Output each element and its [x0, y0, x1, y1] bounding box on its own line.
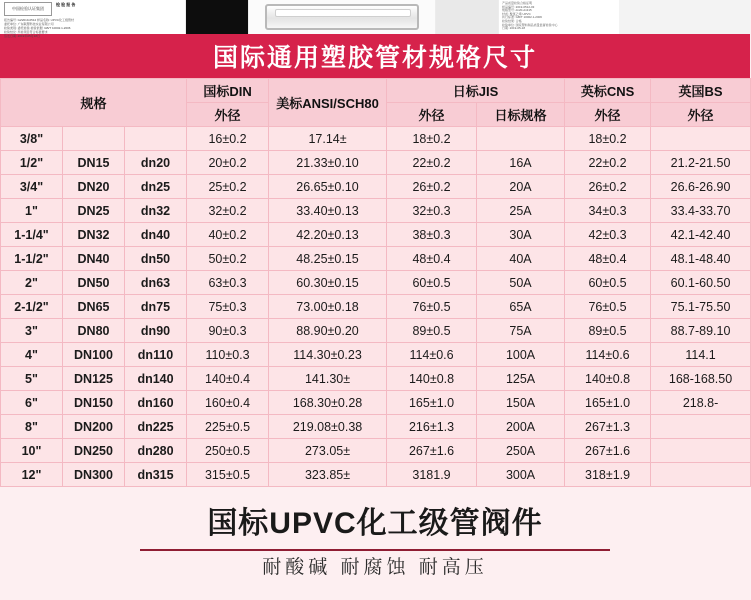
cell-din-dn2 — [125, 127, 187, 151]
cell-din-dn2: dn20 — [125, 151, 187, 175]
cell-din-dn2: dn140 — [125, 367, 187, 391]
cell-spec: 10" — [1, 439, 63, 463]
cell-din-dn: DN15 — [63, 151, 125, 175]
cell-cns-od: 89±0.5 — [565, 319, 651, 343]
cell-jis-spec: 20A — [477, 175, 565, 199]
cell-ansi-od: 48.25±0.15 — [269, 247, 387, 271]
cell-jis-od: 76±0.5 — [387, 295, 477, 319]
cell-din-dn2: dn75 — [125, 295, 187, 319]
product-thumbnail-dark — [186, 0, 249, 34]
cell-bs-od: 21.2-21.50 — [651, 151, 751, 175]
cell-din-od: 160±0.4 — [187, 391, 269, 415]
cell-bs-od: 88.7-89.10 — [651, 319, 751, 343]
cell-bs-od: 26.6-26.90 — [651, 175, 751, 199]
header-cns-od: 外径 — [565, 103, 651, 127]
table-row — [1, 223, 751, 247]
cell-din-dn: DN40 — [63, 247, 125, 271]
certificate2-line: 规格型号: dn20-dn315 — [502, 8, 532, 13]
cell-jis-od: 3181.9 — [387, 463, 477, 487]
product-thumbnail-gray — [436, 0, 499, 34]
cell-din-od: 140±0.4 — [187, 367, 269, 391]
product-image-strip — [0, 0, 750, 38]
table-row — [1, 439, 751, 463]
cell-din-od: 315±0.5 — [187, 463, 269, 487]
cell-spec: 1" — [1, 199, 63, 223]
cell-bs-od: 48.1-48.40 — [651, 247, 751, 271]
cell-jis-od: 38±0.3 — [387, 223, 477, 247]
spec-table-head — [1, 79, 751, 127]
table-header-row-1 — [1, 79, 751, 103]
cell-bs-od — [651, 463, 751, 487]
cell-din-dn2: dn280 — [125, 439, 187, 463]
cell-ansi-od: 60.30±0.15 — [269, 271, 387, 295]
header-ansi: 美标ANSI/SCH80 — [269, 79, 387, 127]
cell-bs-od — [651, 439, 751, 463]
cell-din-dn2: dn110 — [125, 343, 187, 367]
certificate2-line: 检验结果: 合格 — [502, 18, 522, 23]
cell-spec: 2-1/2" — [1, 295, 63, 319]
header-jis-spec: 日标规格 — [477, 103, 565, 127]
certificate-title: 检 验 报 告 — [56, 2, 76, 7]
cell-ansi-od: 114.30±0.23 — [269, 343, 387, 367]
cell-jis-od: 18±0.2 — [387, 127, 477, 151]
cell-din-dn: DN200 — [63, 415, 125, 439]
cell-din-dn: DN20 — [63, 175, 125, 199]
cell-ansi-od: 33.40±0.13 — [269, 199, 387, 223]
cell-din-dn: DN125 — [63, 367, 125, 391]
cell-din-od: 110±0.3 — [187, 343, 269, 367]
header-din: 国标DIN — [187, 79, 269, 103]
cell-spec: 3" — [1, 319, 63, 343]
footer-block — [0, 487, 750, 581]
certificate-line: 报告编号: GZ2019-0512 样品名称: UPVC化工级管材 — [4, 18, 75, 22]
cell-din-od: 40±0.2 — [187, 223, 269, 247]
spec-table — [0, 78, 751, 487]
certificate-thumbnail-2 — [499, 0, 619, 34]
cell-cns-od: 140±0.8 — [565, 367, 651, 391]
cell-bs-od: 114.1 — [651, 343, 751, 367]
spec-table-wrapper — [0, 78, 750, 487]
table-row — [1, 151, 751, 175]
cell-jis-od: 165±1.0 — [387, 391, 477, 415]
cell-din-dn2: dn32 — [125, 199, 187, 223]
cell-spec: 6" — [1, 391, 63, 415]
cell-spec: 1-1/4" — [1, 223, 63, 247]
cell-din-dn2: dn25 — [125, 175, 187, 199]
table-row — [1, 127, 751, 151]
cell-din-od: 90±0.3 — [187, 319, 269, 343]
header-bs-od: 外径 — [651, 103, 751, 127]
cell-jis-spec — [477, 127, 565, 151]
product-thumbnail-pipe — [249, 0, 436, 34]
cell-cns-od: 165±1.0 — [565, 391, 651, 415]
cell-jis-spec: 200A — [477, 415, 565, 439]
table-row — [1, 319, 751, 343]
cell-ansi-od: 168.30±0.28 — [269, 391, 387, 415]
cell-jis-spec: 125A — [477, 367, 565, 391]
cell-cns-od: 267±1.3 — [565, 415, 651, 439]
cell-jis-od: 26±0.2 — [387, 175, 477, 199]
cell-spec: 12" — [1, 463, 63, 487]
cell-ansi-od: 21.33±0.10 — [269, 151, 387, 175]
cell-din-dn2: dn50 — [125, 247, 187, 271]
cell-din-dn — [63, 127, 125, 151]
cell-jis-spec: 30A — [477, 223, 565, 247]
certificate-logo: 中国检验认证集团 — [4, 2, 52, 16]
cell-cns-od: 318±1.9 — [565, 463, 651, 487]
cell-din-dn: DN25 — [63, 199, 125, 223]
table-row — [1, 247, 751, 271]
cell-jis-spec: 75A — [477, 319, 565, 343]
cell-cns-od: 18±0.2 — [565, 127, 651, 151]
certificate2-line: 产品质量检验合格证明 — [502, 1, 533, 5]
table-row — [1, 463, 751, 487]
cell-jis-od: 48±0.4 — [387, 247, 477, 271]
header-jis-od: 外径 — [387, 103, 477, 127]
certificate2-line: 执行标准: GB/T 10002.1-2006 — [502, 15, 542, 20]
banner — [0, 34, 750, 78]
cell-bs-od: 218.8- — [651, 391, 751, 415]
cell-spec: 1/2" — [1, 151, 63, 175]
cell-jis-spec: 16A — [477, 151, 565, 175]
cell-din-dn: DN150 — [63, 391, 125, 415]
table-row — [1, 343, 751, 367]
footer-divider — [140, 549, 610, 551]
cell-cns-od: 22±0.2 — [565, 151, 651, 175]
cell-ansi-od: 42.20±0.13 — [269, 223, 387, 247]
cell-din-dn: DN250 — [63, 439, 125, 463]
cell-jis-spec: 25A — [477, 199, 565, 223]
cell-din-dn: DN300 — [63, 463, 125, 487]
cell-spec: 3/8" — [1, 127, 63, 151]
header-cns: 英标CNS — [565, 79, 651, 103]
cell-cns-od: 42±0.3 — [565, 223, 651, 247]
cell-bs-od: 168-168.50 — [651, 367, 751, 391]
cell-jis-od: 140±0.8 — [387, 367, 477, 391]
cell-jis-od: 22±0.2 — [387, 151, 477, 175]
table-row — [1, 391, 751, 415]
table-row — [1, 415, 751, 439]
cell-ansi-od: 17.14± — [269, 127, 387, 151]
header-din-od: 外径 — [187, 103, 269, 127]
cell-din-dn2: dn40 — [125, 223, 187, 247]
table-row — [1, 295, 751, 319]
cell-din-od: 32±0.2 — [187, 199, 269, 223]
cell-din-dn2: dn90 — [125, 319, 187, 343]
cell-jis-od: 32±0.3 — [387, 199, 477, 223]
cell-cns-od: 48±0.4 — [565, 247, 651, 271]
header-bs: 英国BS — [651, 79, 751, 103]
cell-spec: 1-1/2" — [1, 247, 63, 271]
cell-jis-spec: 40A — [477, 247, 565, 271]
cell-jis-spec: 50A — [477, 271, 565, 295]
cell-din-dn2: dn63 — [125, 271, 187, 295]
cell-spec: 4" — [1, 343, 63, 367]
certificate-header — [4, 2, 181, 16]
cell-bs-od: 33.4-33.70 — [651, 199, 751, 223]
cell-din-dn: DN65 — [63, 295, 125, 319]
cell-cns-od: 76±0.5 — [565, 295, 651, 319]
certificate-line: 检验结论: 所检项目符合标准要求 — [4, 30, 48, 34]
footer-subtitle: 耐酸碱 耐腐蚀 耐高压 — [262, 557, 488, 578]
cell-cns-od: 114±0.6 — [565, 343, 651, 367]
header-spec: 规格 — [1, 79, 187, 127]
banner-title: 国际通用塑胶管材规格尺寸 — [212, 44, 537, 72]
cell-jis-od: 89±0.5 — [387, 319, 477, 343]
product-thumbnail-tail — [619, 0, 750, 34]
cell-cns-od: 60±0.5 — [565, 271, 651, 295]
cell-bs-od — [651, 127, 751, 151]
cell-din-dn2: dn160 — [125, 391, 187, 415]
cell-jis-spec: 150A — [477, 391, 565, 415]
table-row — [1, 367, 751, 391]
certificate2-line: 样品编号: 2019-0512-03 — [502, 4, 535, 9]
certificate-line: 签发日期: 2019年05月18日 — [4, 34, 41, 38]
cell-cns-od: 267±1.6 — [565, 439, 651, 463]
cell-bs-od — [651, 415, 751, 439]
cell-din-od: 225±0.5 — [187, 415, 269, 439]
cell-ansi-od: 323.85± — [269, 463, 387, 487]
cell-din-dn: DN32 — [63, 223, 125, 247]
certificate2-line: 检验单位: 国家塑料制品质量监督检验中心 — [502, 22, 558, 27]
cell-bs-od: 75.1-75.50 — [651, 295, 751, 319]
cell-ansi-od: 141.30± — [269, 367, 387, 391]
cell-bs-od: 60.1-60.50 — [651, 271, 751, 295]
cell-cns-od: 26±0.2 — [565, 175, 651, 199]
cell-din-od: 250±0.5 — [187, 439, 269, 463]
certificate-body — [4, 18, 181, 38]
certificate2-line: 日期: 2019-05-18 — [502, 26, 526, 31]
cell-jis-od: 114±0.6 — [387, 343, 477, 367]
table-row — [1, 271, 751, 295]
cell-spec: 8" — [1, 415, 63, 439]
header-jis: 日标JIS — [387, 79, 565, 103]
cell-ansi-od: 219.08±0.38 — [269, 415, 387, 439]
cell-din-od: 50±0.2 — [187, 247, 269, 271]
table-row — [1, 199, 751, 223]
cell-jis-od: 60±0.5 — [387, 271, 477, 295]
certificate-line: 委托单位: 广东联塑科技实业有限公司 — [4, 22, 54, 26]
certificate2-line: 材质: 聚氯乙烯 UPVC — [502, 11, 531, 16]
cell-din-dn2: dn225 — [125, 415, 187, 439]
cell-ansi-od: 273.05± — [269, 439, 387, 463]
cell-jis-od: 216±1.3 — [387, 415, 477, 439]
cell-din-dn: DN100 — [63, 343, 125, 367]
cell-din-od: 16±0.2 — [187, 127, 269, 151]
table-row — [1, 175, 751, 199]
cell-ansi-od: 26.65±0.10 — [269, 175, 387, 199]
cell-din-dn2: dn315 — [125, 463, 187, 487]
cell-ansi-od: 88.90±0.20 — [269, 319, 387, 343]
cell-din-dn: DN50 — [63, 271, 125, 295]
cell-jis-spec: 65A — [477, 295, 565, 319]
cell-ansi-od: 73.00±0.18 — [269, 295, 387, 319]
cell-din-od: 63±0.3 — [187, 271, 269, 295]
cell-jis-od: 267±1.6 — [387, 439, 477, 463]
cell-jis-spec: 300A — [477, 463, 565, 487]
spec-table-body — [1, 127, 751, 487]
cell-din-od: 20±0.2 — [187, 151, 269, 175]
cell-jis-spec: 100A — [477, 343, 565, 367]
cell-spec: 5" — [1, 367, 63, 391]
cell-din-od: 75±0.3 — [187, 295, 269, 319]
footer-title: 国标UPVC化工级管阀件 — [207, 507, 543, 540]
cell-cns-od: 34±0.3 — [565, 199, 651, 223]
cell-din-od: 25±0.2 — [187, 175, 269, 199]
cell-jis-spec: 250A — [477, 439, 565, 463]
cell-bs-od: 42.1-42.40 — [651, 223, 751, 247]
pipe-illustration — [265, 4, 419, 30]
cell-spec: 2" — [1, 271, 63, 295]
cell-din-dn: DN80 — [63, 319, 125, 343]
cell-spec: 3/4" — [1, 175, 63, 199]
certificate-thumbnail-1 — [0, 0, 186, 38]
certificate-line: 检验类别: 委托检验 检验依据: GB/T 10002.1-2006 — [4, 26, 71, 30]
